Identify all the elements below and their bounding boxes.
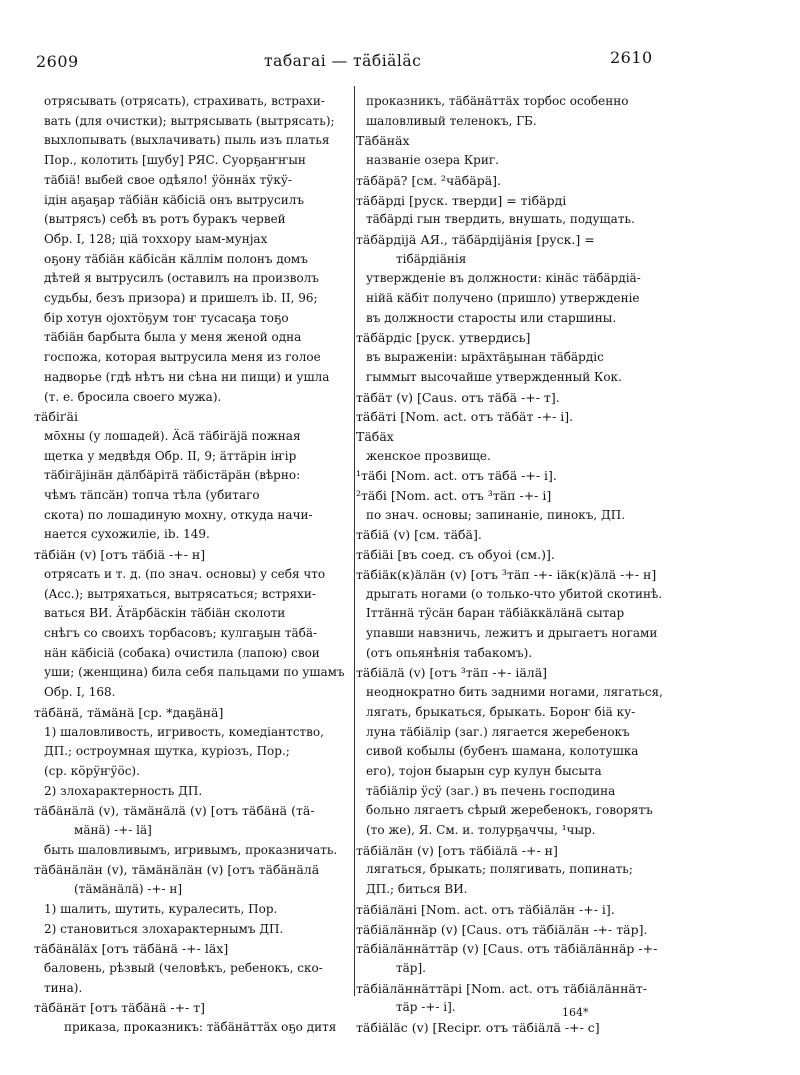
text-line: больно лягаетъ сѣрый жеребенокъ, говорятъ (366, 803, 653, 818)
dictionary-headword-line: тäбіäлäннäттäр (v) [Caus. отъ тäбіäлäннäр -+- (356, 941, 658, 957)
dictionary-headword-line: тäбäнäлäн (v), тäмäнäлäн (v) [отъ тäбäнäлä (34, 862, 320, 878)
dictionary-headword-line: тäбäнäläх [отъ тäбäнä -+- läх] (34, 941, 229, 957)
text-line: по знач. основы; запинаніе, пинокъ, ДП. (366, 507, 626, 522)
text-line: мäнä) -+- lä] (74, 823, 152, 838)
text-line: шаловливый теленокъ, ГБ. (366, 113, 537, 128)
dictionary-headword-line: тäбäнäлä (v), тäмäнäлä (v) [отъ тäбäнä (тä- (34, 803, 315, 819)
text-line: (вытрясъ) себѣ въ ротъ буракъ червей (44, 212, 286, 227)
text-line: уши; (женщина) била себя пальцами по ушамъ (44, 665, 345, 680)
dictionary-headword-line: тäбіäлäні [Nom. act. отъ тäбіäлäн -+- і]. (356, 901, 615, 917)
text-line: проказникъ, тäбäнäттäх торбос особенно (366, 94, 629, 108)
right-column (356, 92, 754, 1038)
text-line: (тäмäнäлä) -+- н] (74, 882, 183, 897)
page-number-right: 2610 (610, 48, 653, 67)
text-line: лягать, брыкаться, брыкать. Бороҥ біä ку- (366, 704, 636, 719)
dictionary-headword-line: Тäбäх (356, 428, 394, 444)
text-line: (отъ опьянѣнія табакомъ). (366, 645, 533, 660)
text-line: госпожа, которая вытрусила меня из голое (44, 350, 321, 365)
text-line: Пор., колотить [шубу] РЯС. Суорҕаҥҥын (44, 153, 306, 168)
dictionary-headword-line: тäбäрдіjä АЯ., тäбäрдіjäнія [руск.] = (356, 231, 595, 247)
text-line: тäбäрді гын твердить, внушать, подущать. (366, 212, 635, 227)
dictionary-headword-line: тäбäрді [руск. тверди] = тібäрді (356, 192, 567, 208)
text-line: нäн кäбісіä (собака) очистила (лапою) свои (44, 645, 320, 660)
text-line: приказа, проказникъ: тäбäнäттäх оҕо дитя (64, 1020, 337, 1035)
dictionary-headword-line: ¹тäбі [Nom. act. отъ тäбä -+- і]. (356, 468, 557, 484)
text-line: скота) по лошадиную мохну, откуда начи- (44, 507, 313, 522)
dictionary-headword-line: тäбіä (v) [см. тäбä]. (356, 527, 482, 543)
dictionary-headword-line: тäбіäі [въ соед. съ обуоі (см.)]. (356, 547, 555, 563)
page-number-left: 2609 (36, 52, 79, 71)
dictionary-headword-line: тäбіäлäннäр (v) [Caus. отъ тäбіäлäн -+- тäр]. (356, 921, 648, 937)
dictionary-headword-line: Тäбäнäх (356, 133, 410, 149)
text-line: нается сухожиліе, ib. 149. (44, 527, 210, 542)
dictionary-headword-line: тäбäті [Nom. act. отъ тäбäт -+- і]. (356, 409, 574, 425)
text-line: ідін аҕаҕар тäбіäн кäбісіä онъ вытрусилъ (44, 192, 304, 207)
text-line: сивой кобылы (бубенъ шамана, колотушка (366, 744, 639, 759)
dictionary-headword-line: ²тäбі [Nom. act. отъ ³тäп -+- і] (356, 488, 552, 504)
dictionary-headword-line: тäбіäлä (v) [отъ ³тäп -+- іäлä] (356, 665, 548, 681)
dictionary-headword-line: тäбіäн (v) [отъ тäбіä -+- н] (34, 547, 206, 563)
text-line: чѣмъ тäпсäн) топча тѣла (убитаго (44, 488, 260, 503)
text-line: нійä кäбіт получено (пришло) утвержденіе (366, 291, 640, 306)
text-line: упавши навзничь, лежитъ и дрыгаетъ ногами (366, 625, 658, 640)
text-line: тäбігäјінäн дäлбäрітä тäбістäрäн (вѣрно: (44, 468, 301, 483)
text-line: (Acc.); вытряхаться, вытрясаться; встряхи- (44, 586, 316, 601)
running-header: табагаі — тäбіäläс (264, 52, 422, 70)
dictionary-headword-line: тäбäнäт [отъ тäбäнä -+- т] (34, 1000, 206, 1016)
text-line: тäр -+- і]. (396, 1000, 456, 1015)
text-line: тäр]. (396, 960, 426, 975)
text-line: въ должности старосты или старшины. (366, 310, 617, 325)
text-line: ваться ВИ. Äтäрбäскін тäбіäн сколоти (44, 606, 286, 621)
text-line: гыммыт высочайше утвержденный Кок. (366, 369, 622, 384)
text-line: тäбіä! выбей свое одѣяло! ӱӧннäх тӱкӱ- (44, 172, 292, 187)
dictionary-headword-line: тäбäрä? [см. ²чäбäрä]. (356, 172, 502, 188)
text-line: щетка у медвѣдя Обр. II, 9; äттäрін іҥір (44, 448, 297, 463)
dictionary-headword-line: тäбіäк(к)äлäн (v) [отъ ³тäп -+- іäк(к)äлä -+- н] (356, 566, 657, 582)
text-line: утвержденіе въ должности: кінäс тäбäрдіä- (366, 271, 641, 286)
text-line: тäбіäн барбыта была у меня женой одна (44, 330, 302, 345)
text-line: (то же), Я. См. и. толурҕаччы, ¹чыр. (366, 823, 596, 838)
left-column (34, 92, 352, 1038)
text-line: его), тојон быарын сур кулун бысыта (366, 763, 602, 778)
text-line: ДП.; остроумная шутка, куріозъ, Пор.; (44, 744, 290, 759)
text-line: оҕону тäбіäн кäбісäн кäллім полонъ домъ (44, 251, 308, 266)
text-line: дѣтей я вытрусилъ (оставилъ на произволъ (44, 271, 319, 286)
column-divider (354, 86, 355, 996)
text-line: баловень, рѣзвый (человѣкъ, ребенокъ, ско- (44, 960, 323, 975)
text-line: отрясывать (отрясать), страхивать, встрахи- (44, 94, 325, 108)
signature-mark: 164* (562, 1006, 589, 1019)
text-line: надворье (гдѣ нѣтъ ни сѣна ни пищи) и ушла (44, 369, 330, 384)
text-line: тина). (44, 980, 83, 995)
text-line: неоднократно бить задними ногами, лягаться, (366, 685, 663, 700)
dictionary-headword-line: тäбіäлäннäттäрі [Nom. act. отъ тäбіäлäннäт- (356, 980, 648, 996)
text-line: тäбіäлір ӱсӱ (заг.) въ печень господина (366, 783, 616, 798)
dictionary-headword-line: тäбіäläс (v) [Recipr. отъ тäбіäлä -+- с] (356, 1020, 600, 1036)
text-line: Іттäннä тӱсäн баран тäбіäккäлäнä сытар (366, 606, 625, 621)
text-line: ДП.; биться ВИ. (366, 882, 468, 897)
text-line: названіе озера Криг. (366, 153, 499, 168)
text-line: (ср. кӧрӱҥӱӧс). (44, 763, 140, 778)
text-line: мо̄хны (у лошадей). Äсä тäбігäјä пожная (44, 428, 301, 443)
dictionary-headword-line: тäбіґäі (34, 409, 78, 425)
text-line: 2) становиться злохарактернымъ ДП. (44, 921, 284, 936)
text-line: 1) шалить, шутить, куралесить, Пор. (44, 901, 278, 916)
text-line: 1) шаловливость, игривость, комедіантство, (44, 724, 324, 739)
text-line: Обр. I, 128; ціä тоххору ыам-мунјах (44, 231, 268, 246)
text-line: выхлопывать (выхлачивать) пыль изъ платья (44, 133, 330, 148)
text-line: снѣгъ со своихъ торбасовъ; кулгаҕын тäбä- (44, 625, 318, 640)
dictionary-headword-line: тäбäнä, тäмäнä [ср. *даҕäнä] (34, 704, 224, 720)
dictionary-headword-line: тäбäрдіс [руск. утвердись] (356, 330, 531, 346)
text-line: луна тäбіäлір (заг.) лягается жеребенокъ (366, 724, 630, 739)
dictionary-headword-line: тäбäт (v) [Caus. отъ тäбä -+- т]. (356, 389, 560, 405)
text-line: тібäрдіäнія (396, 251, 467, 266)
text-line: быть шаловливымъ, игривымъ, проказничать. (44, 842, 338, 857)
text-line: отрясать и т. д. (по знач. основы) у себя что (44, 566, 326, 581)
text-line: (т. е. бросила своего мужа). (44, 389, 222, 404)
text-line: въ выраженіи: ырäхтäҕынан тäбäрдіс (366, 350, 604, 365)
dictionary-headword-line: тäбіäлäн (v) [отъ тäбіäлä -+- н] (356, 842, 558, 858)
text-line: бір хотун оjохтӧҕум тоҥ тусасаҕа тоҕо (44, 310, 289, 325)
text-line: женское прозвище. (366, 448, 491, 463)
text-line: вать (для очистки); вытрясывать (вытрясать); (44, 113, 335, 128)
text-line: Обр. I, 168. (44, 685, 116, 700)
text-line: 2) злохарактерность ДП. (44, 783, 203, 798)
text-line: судьбы, безъ призора) и пришелъ ib. II, 96; (44, 291, 318, 306)
text-line: лягаться, брыкать; полягивать, попинать; (366, 862, 633, 877)
text-line: дрыгать ногами (о только-что убитой скотинѣ. (366, 586, 663, 601)
